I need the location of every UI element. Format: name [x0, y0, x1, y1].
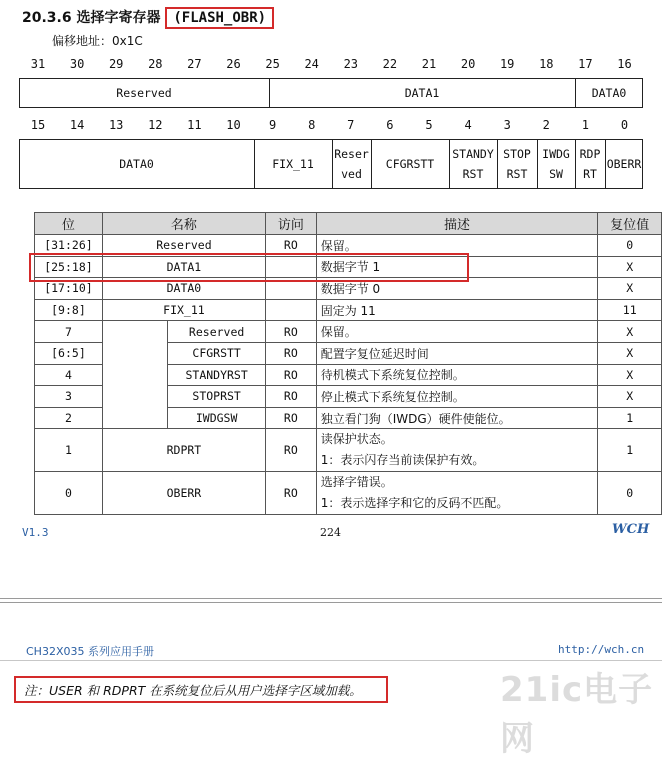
row-bit: 2	[35, 407, 103, 429]
field-reserved-bit7	[332, 144, 371, 184]
bit-number: 16	[617, 57, 632, 71]
row-reset: X	[598, 278, 662, 300]
header-divider	[0, 660, 662, 661]
bit-number: 25	[265, 57, 280, 71]
row-bit: 0	[35, 472, 103, 515]
row-access: RO	[265, 386, 316, 408]
row-name: CFGRSTT	[168, 342, 266, 364]
row-bit: [17:10]	[35, 278, 103, 300]
row-desc: 配置字复位延迟时间	[316, 342, 598, 364]
field-fix11: FIX_11	[272, 157, 314, 171]
table-row	[35, 429, 662, 472]
row-reset: 11	[598, 299, 662, 321]
row-access: RO	[265, 472, 316, 515]
field-standyrst	[449, 144, 497, 184]
bit-number: 22	[382, 57, 398, 71]
header-name: 名称	[102, 213, 265, 235]
manual-title: CH32X035 系列应用手册	[26, 645, 154, 658]
section-title	[22, 7, 274, 29]
field-stoprst-line1: STOP	[503, 147, 531, 161]
field-reserved-bit7-line1: Reser	[334, 147, 369, 161]
table-header-row	[35, 213, 662, 235]
section-title-text: 选择字寄存器	[76, 10, 161, 26]
header-desc: 描述	[316, 213, 598, 235]
row-access: RO	[265, 321, 316, 343]
row-desc: 数据字节 1	[316, 256, 598, 278]
row-desc	[316, 472, 598, 515]
row-desc-line1: 读保护状态。	[320, 432, 393, 447]
row-bit: [6:5]	[35, 342, 103, 364]
field-reserved-bit7-line2: ved	[341, 167, 362, 181]
row-access: RO	[265, 342, 316, 364]
row-reset: X	[598, 364, 662, 386]
bit-number: 24	[304, 57, 319, 71]
field-stoprst-line2: RST	[506, 167, 528, 181]
row-access: RO	[265, 235, 316, 257]
field-rdprt-line1: RDP	[579, 147, 601, 161]
doc-version: V1.3	[22, 526, 49, 539]
row-desc: 保留。	[316, 235, 598, 257]
bit-number: 29	[108, 57, 124, 71]
bit-number: 23	[343, 57, 359, 71]
page-number: 224	[320, 526, 341, 539]
row-name: DATA0	[102, 278, 265, 300]
bit-number: 0	[620, 118, 629, 132]
field-reserved-top: Reserved	[116, 86, 172, 100]
row-name: Reserved	[102, 235, 265, 257]
wch-logo: WCH	[612, 522, 650, 537]
bit-number: 14	[69, 118, 85, 132]
row-reset: X	[598, 342, 662, 364]
bit-number: 18	[539, 57, 554, 71]
row-desc	[316, 429, 598, 472]
data1-row-highlight	[29, 253, 469, 282]
row-desc: 保留。	[316, 321, 598, 343]
row-bit: 1	[35, 429, 103, 472]
bit-number: 5	[425, 118, 433, 132]
row-access: RO	[265, 429, 316, 472]
row-bit: 7	[35, 321, 103, 343]
bit-number: 1	[581, 118, 589, 132]
row-name-spacer	[102, 321, 167, 429]
row-name: Reserved	[168, 321, 266, 343]
bit-number: 27	[187, 57, 202, 71]
table-row	[35, 472, 662, 515]
header-access: 访问	[265, 213, 316, 235]
field-standyrst-line1: STANDY	[452, 147, 494, 161]
field-iwdgsw-line1: IWDG	[542, 147, 570, 161]
bit-number: 15	[30, 118, 46, 132]
row-desc: 数据字节 0	[316, 278, 598, 300]
watermark-logo: 21ic电子网	[500, 670, 654, 759]
page-divider-1	[0, 598, 662, 599]
field-data1: DATA1	[404, 86, 440, 100]
bit-number: 8	[308, 118, 316, 132]
bit-number: 12	[148, 118, 163, 132]
row-access: RO	[265, 407, 316, 429]
bit-number: 3	[503, 118, 511, 132]
bit-number: 6	[386, 118, 394, 132]
row-bit: [31:26]	[35, 235, 103, 257]
bit-number: 17	[578, 57, 593, 71]
field-rdprt	[575, 144, 605, 184]
row-name: IWDGSW	[168, 407, 266, 429]
field-iwdgsw	[537, 144, 575, 184]
header-reset: 复位值	[598, 213, 662, 235]
website-link[interactable]: http://wch.cn	[558, 643, 645, 656]
bit-number: 7	[347, 118, 355, 132]
note-text: 注：USER 和 RDPRT 在系统复位后从用户选择字区域加载。	[14, 676, 388, 703]
bit-number: 11	[187, 118, 202, 132]
row-desc: 待机模式下系统复位控制。	[316, 364, 598, 386]
row-reset: 0	[598, 472, 662, 515]
bit-number: 9	[268, 118, 277, 132]
row-reset: 1	[598, 429, 662, 472]
bit-number: 20	[460, 57, 476, 71]
bit-number: 21	[421, 57, 437, 71]
row-name: OBERR	[102, 472, 265, 515]
bit-number: 13	[108, 118, 124, 132]
field-data0-low: DATA0	[119, 157, 154, 171]
section-number: 20.3.6	[22, 10, 72, 26]
offset-address: 偏移地址：0x1C	[52, 34, 143, 48]
row-desc-line2: 1：表示闪存当前读保护有效。	[320, 453, 485, 468]
row-bit: [25:18]	[35, 256, 103, 278]
row-access	[265, 299, 316, 321]
row-desc-line1: 选择字错误。	[320, 475, 393, 490]
bit-number: 28	[148, 57, 163, 71]
row-desc-line2: 1：表示选择字和它的反码不匹配。	[320, 496, 509, 511]
row-name: STANDYRST	[168, 364, 266, 386]
table-row	[35, 299, 662, 321]
bit-number: 2	[542, 118, 550, 132]
row-desc: 固定为 11	[316, 299, 598, 321]
row-reset: X	[598, 386, 662, 408]
header-bit: 位	[35, 213, 103, 235]
row-name: RDPRT	[102, 429, 265, 472]
field-stoprst	[497, 144, 537, 184]
row-reset: 0	[598, 235, 662, 257]
field-standyrst-line2: RST	[462, 167, 484, 181]
row-name: FIX_11	[102, 299, 265, 321]
row-desc: 独立看门狗（IWDG）硬件使能位。	[316, 407, 598, 429]
row-bit: [9:8]	[35, 299, 103, 321]
row-reset: 1	[598, 407, 662, 429]
field-oberr: OBERR	[606, 157, 642, 171]
field-iwdgsw-line2: SW	[549, 167, 563, 181]
register-name: (FLASH_OBR)	[165, 7, 274, 29]
row-reset: X	[598, 256, 662, 278]
row-access: RO	[265, 364, 316, 386]
row-reset: X	[598, 321, 662, 343]
bit-number: 19	[499, 57, 515, 71]
field-rdprt-line2: RT	[583, 167, 597, 181]
row-bit: 3	[35, 386, 103, 408]
table-row	[35, 321, 662, 343]
field-data0-high: DATA0	[591, 86, 627, 100]
bit-number: 31	[30, 57, 46, 71]
bit-number: 26	[226, 57, 241, 71]
bit-number: 30	[69, 57, 85, 71]
bit-number: 10	[226, 118, 241, 132]
bit-number: 4	[464, 118, 472, 132]
row-name: DATA1	[102, 256, 265, 278]
row-bit: 4	[35, 364, 103, 386]
row-name: STOPRST	[168, 386, 266, 408]
page-divider-2	[0, 602, 662, 603]
row-desc: 停止模式下系统复位控制。	[316, 386, 598, 408]
field-cfgrstt: CFGRSTT	[385, 157, 435, 171]
